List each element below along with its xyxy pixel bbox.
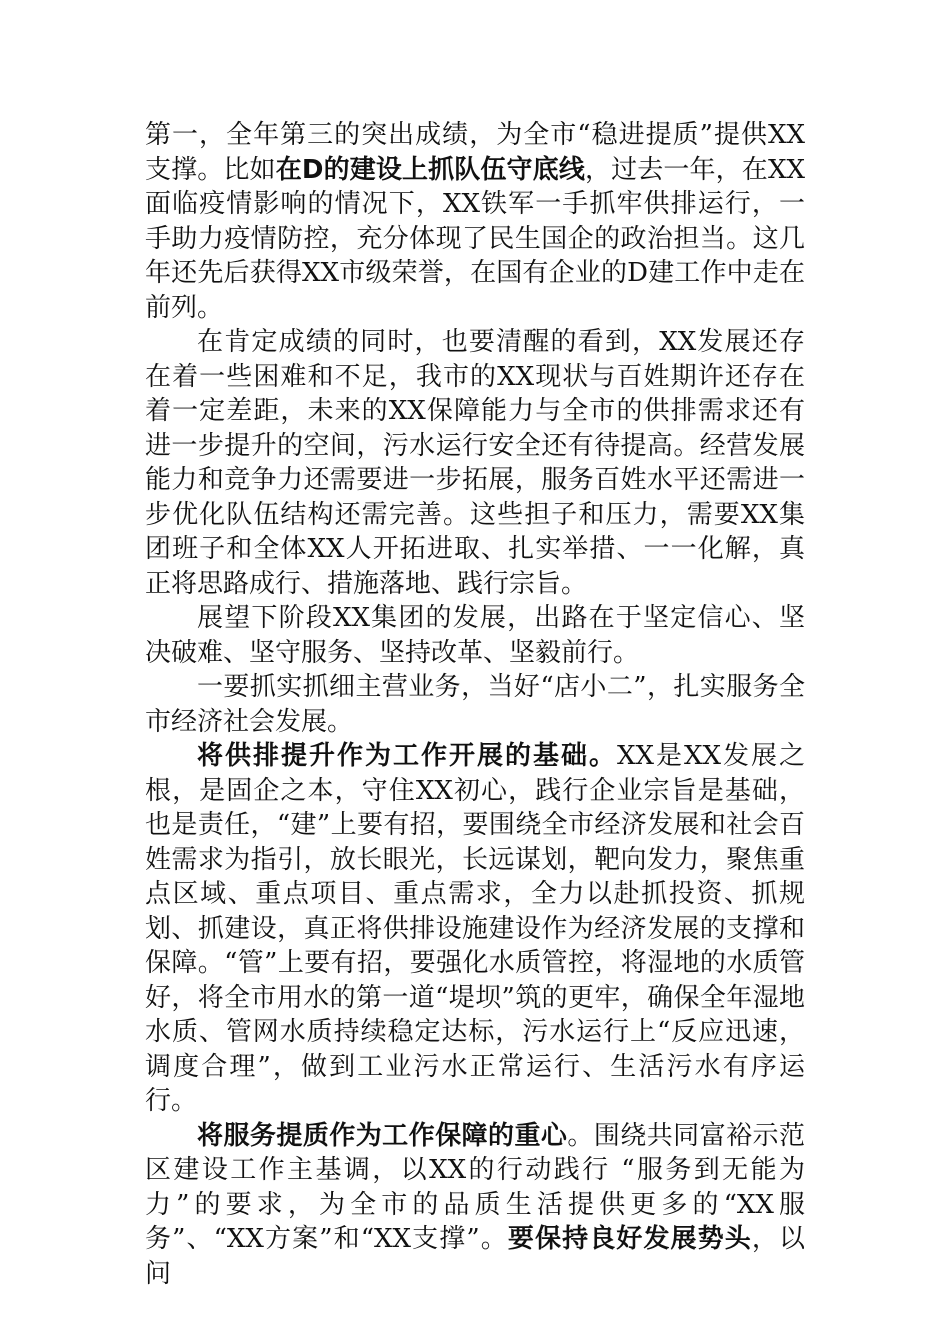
paragraph-5-text: XX是XX发展之根，是固企之本，守住XX初心，践行企业宗旨是基础，也是责任，“建”上要有招，要围绕全市经济发展和社会百姓需求为指引，放长眼光，长远谋划，靶向发力，聚焦重点区域、重点项目、重点需求，全力以赴抓投资、抓规划、抓建设，真正将供排设施建设作为经济发展的支撑和保障。“管”上要有招，要强化水质管控，将湿地的水质管好，将全市用水的第一道“堤坝”筑的更牢，确保全年湿地水质、管网水质持续稳定达标，污水运行上“反应迅速，调度合理”，做到工业污水正常运行、生活污水有序运行。 <box>145 741 805 1116</box>
paragraph-2 <box>145 325 805 601</box>
paragraph-6-text-b: ，以问 <box>145 1224 805 1289</box>
paragraph-3 <box>145 601 805 670</box>
paragraph-6-bold-phrase: 要保持良好发展势头 <box>507 1224 752 1254</box>
paragraph-4-text: 一要抓实抓细主营业务，当好“店小二”，扎实服务全市经济社会发展。 <box>145 672 805 737</box>
document-page <box>145 118 805 1291</box>
paragraph-6-bold-heading: 将服务提质作为工作保障的重心 <box>197 1120 568 1151</box>
paragraph-3-text: 展望下阶段XX集团的发展，出路在于坚定信心、坚决破难、坚守服务、坚持改革、坚毅前行。 <box>145 603 805 668</box>
paragraph-4 <box>145 670 805 739</box>
paragraph-5-bold-heading: 将供排提升作为工作开展的基础。 <box>197 741 617 771</box>
paragraph-6 <box>145 1119 805 1292</box>
paragraph-5 <box>145 739 805 1119</box>
paragraph-2-text: 在肯定成绩的同时，也要清醒的看到，XX发展还存在着一些困难和不足，我市的XX现状与百姓期许还存在着一定差距，未来的XX保障能力与全市的供排需求还有进一步提升的空间，污水运行安全还有待提高。经营发展能力和竞争力还需要进一步拓展，服务百姓水平还需进一步优化队伍结构还需完善。这些担子和压力，需要XX集团班子和全体XX人开拓进取、扎实举措、一一化解，真正将思路成行、措施落地、践行宗旨。 <box>145 327 805 599</box>
paragraph-1-text-a: 第一，全年第三的突出成绩，为全市“稳进提质”提供XX支撑。比如 <box>145 120 805 185</box>
paragraph-1 <box>145 118 805 325</box>
paragraph-1-text-b: ，过去一年，在XX面临疫情影响的情况下，XX铁军一手抓牢供排运行，一手助力疫情防控，充分体现了民生国企的政治担当。这几年还先后获得XX市级荣誉，在国有企业的D建工作中走在前列。 <box>145 154 805 323</box>
paragraph-6-text-a: 。围绕共同富裕示范区建设工作主基调，以XX的行动践行 “服务到无能为力”的要求，为全市的品质生活提供更多的“XX服务”、“XX方案”和“XX支撑”。 <box>145 1120 805 1254</box>
paragraph-1-bold-phrase: 在D的建设上抓队伍守底线 <box>275 154 585 185</box>
